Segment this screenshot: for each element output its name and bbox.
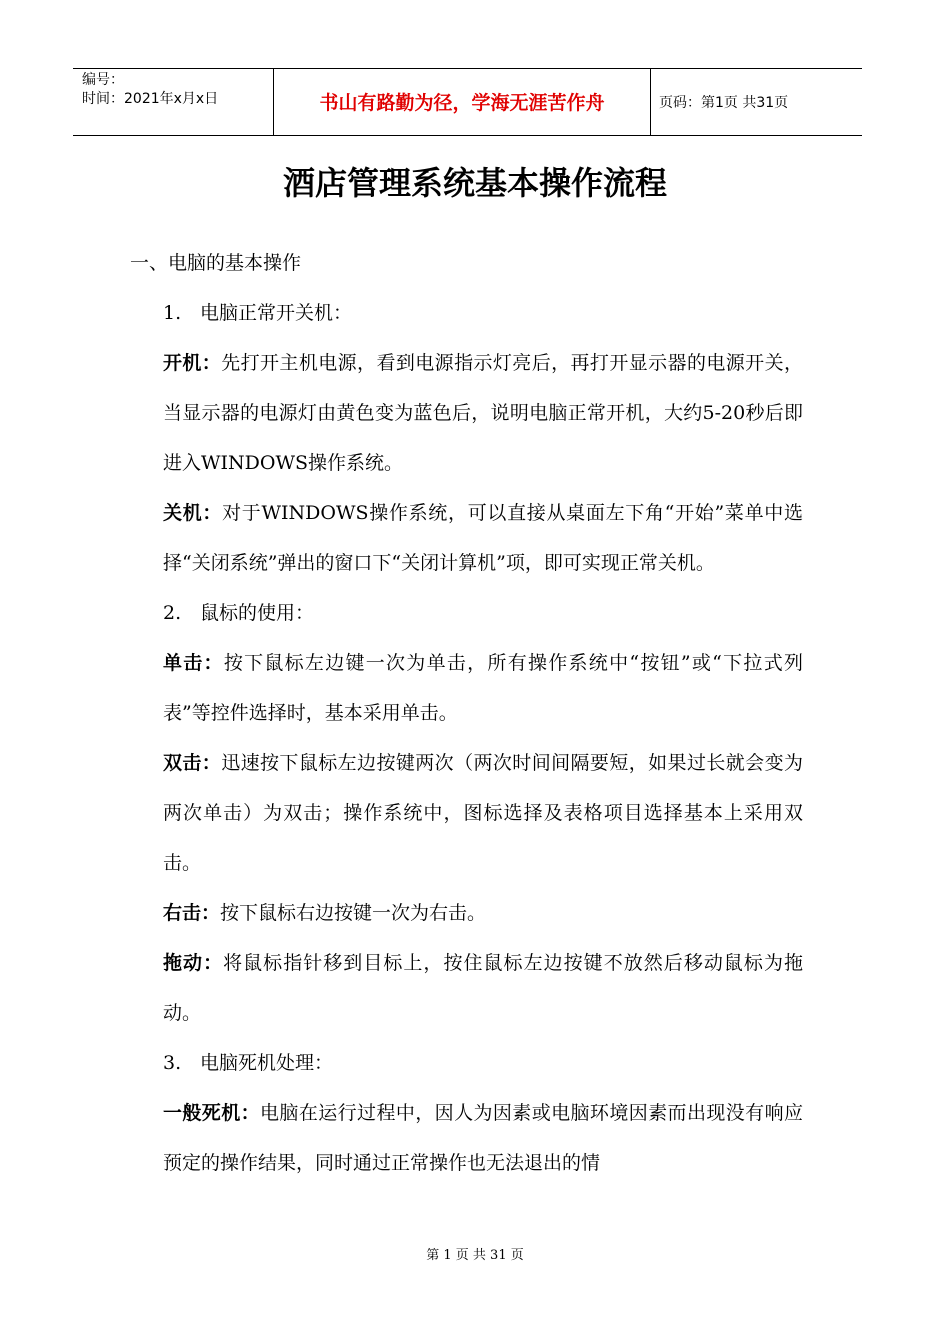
item-text: 电脑死机处理：	[200, 1052, 334, 1074]
term-label: 拖动：	[163, 952, 224, 974]
item-number: 3.	[163, 1052, 182, 1074]
item-text: 电脑正常开关机：	[200, 302, 353, 324]
document-code-label: 编号：	[82, 72, 124, 88]
paragraph-drag	[163, 938, 803, 1038]
paragraph-right-click	[163, 888, 803, 938]
header-motto: 书山有路勤为径，学海无涯苦作舟	[319, 92, 605, 114]
paragraph-double-click	[163, 738, 803, 888]
paragraph-freeze	[163, 1088, 803, 1188]
document-body	[130, 238, 803, 1188]
document-title: 酒店管理系统基本操作流程	[282, 164, 667, 202]
header-info-cell	[73, 69, 273, 135]
paragraph-text: 按下鼠标左边键一次为单击，所有操作系统中“按钮”或“下拉式列表”等控件选择时，基本采用单击。	[163, 652, 803, 724]
paragraph-text: 电脑在运行过程中，因人为因素或电脑环境因素而出现没有响应预定的操作结果，同时通过正常操作也无法退出的情	[163, 1102, 803, 1174]
item-number: 1.	[163, 302, 182, 324]
term-label: 一般死机：	[163, 1102, 261, 1124]
page-footer: 第 1 页 共 31 页	[426, 1248, 524, 1263]
paragraph-text: 迅速按下鼠标左边按键两次（两次时间间隔要短，如果过长就会变为两次单击）为双击；操作系统中，图标选择及表格项目选择基本上采用双击。	[163, 752, 803, 874]
paragraph-text: 先打开主机电源，看到电源指示灯亮后，再打开显示器的电源开关，当显示器的电源灯由黄色变为蓝色后，说明电脑正常开机，大约5-20秒后即进入WINDOWS操作系统。	[163, 352, 803, 474]
document-time-label: 时间：2021年x月x日	[82, 91, 219, 107]
term-label: 开机：	[163, 352, 222, 374]
paragraph-shutdown	[163, 488, 803, 588]
header-motto-cell	[273, 69, 651, 135]
item-number: 2.	[163, 602, 182, 624]
item-text: 鼠标的使用：	[200, 602, 315, 624]
term-label: 双击：	[163, 752, 222, 774]
numbered-item-freeze	[163, 1038, 803, 1088]
term-label: 关机：	[163, 502, 223, 524]
numbered-item-mouse	[163, 588, 803, 638]
paragraph-text: 对于WINDOWS操作系统，可以直接从桌面左下角“开始”菜单中选择“关闭系统”弹出的窗口下“关闭计算机”项，即可实现正常关机。	[163, 502, 803, 574]
section-heading: 一、电脑的基本操作	[130, 252, 302, 274]
paragraph-single-click	[163, 638, 803, 738]
term-label: 右击：	[163, 902, 221, 924]
paragraph-text: 按下鼠标右边按键一次为右击。	[220, 902, 487, 924]
header-table	[73, 68, 862, 136]
paragraph-boot	[163, 338, 803, 488]
header-page-number: 页码：第1页 共31页	[659, 95, 789, 111]
header-page-cell	[650, 69, 862, 135]
paragraph-text: 将鼠标指针移到目标上，按住鼠标左边按键不放然后移动鼠标为拖动。	[163, 952, 803, 1024]
term-label: 单击：	[163, 652, 224, 674]
numbered-item-power	[163, 288, 803, 338]
